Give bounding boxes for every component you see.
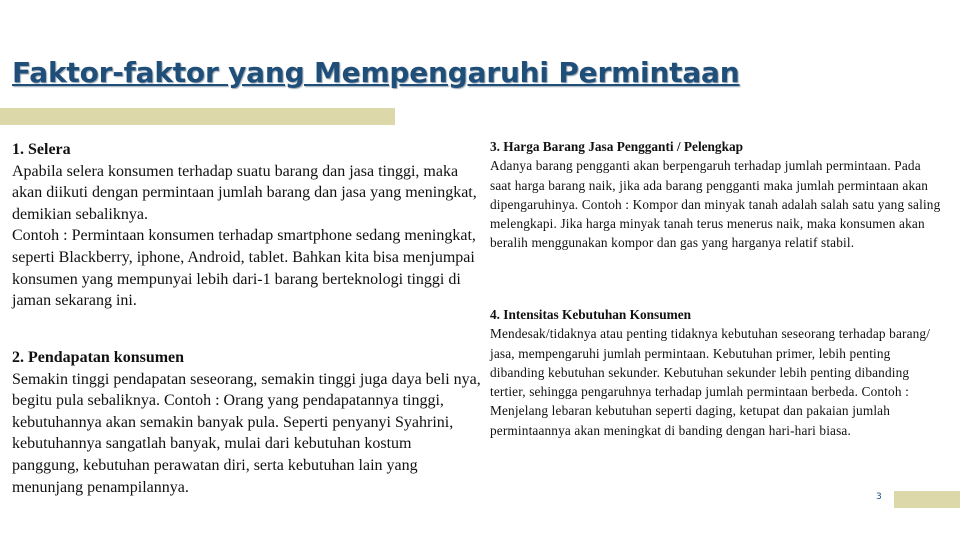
- factor-pengganti: [490, 137, 945, 253]
- title-accent-bar: [0, 108, 395, 125]
- factor-intensitas-heading: 4. Intensitas Kebutuhan Konsumen: [490, 307, 691, 322]
- factor-selera-body: Apabila selera konsumen terhadap suatu barang dan jasa tinggi, maka akan diikuti dengan permintaan jumlah barang dan jasa yang meningkat, demikian sebaliknya. Contoh : Permintaan konsumen terhadap smartphone sedang meningkat, seperti Blackberry, iphone, Android, tablet. Bahkan kita bisa menjumpai konsumen yang mempunyai lebih dari-1 barang berteknologi tinggi di jaman sekarang ini.: [12, 162, 477, 310]
- factor-intensitas-body: Mendesak/tidaknya atau penting tidaknya kebutuhan seseorang terhadap barang/ jasa, mempengaruhi jumlah permintaan. Kebutuhan primer, lebih penting dibanding kebutuhan sekunder. Kebutuhan sekunder lebih penting dibanding tertier, sehingga pengaruhnya terhadap jumlah permintaan berbeda. Contoh : Menjelang lebaran kebutuhan seperti daging, ketupat dan pakaian jumlah permintaannya akan meningkat di banding dengan hari-hari biasa.: [490, 326, 931, 438]
- factor-selera: [12, 139, 482, 312]
- factor-pendapatan-heading: 2. Pendapatan konsumen: [12, 349, 185, 366]
- factor-pengganti-heading: 3. Harga Barang Jasa Pengganti / Pelengkap: [490, 139, 744, 154]
- factor-selera-heading: 1. Selera: [12, 141, 71, 158]
- page-number: 3: [876, 492, 882, 502]
- factor-pendapatan-body: Semakin tinggi pendapatan seseorang, semakin tinggi juga daya beli nya, begitu pula sebaliknya. Contoh : Orang yang pendapatannya tinggi, kebutuhannya akan semakin banyak pula. Seperti penyanyi Syahrini, kebutuhannya sangatlah banyak, mulai dari kebutuhan kostum panggung, kebutuhan perawatan diri, serta kebutuhan lain yang menunjang penampilannya.: [12, 370, 481, 496]
- footer-accent-bar: [894, 491, 960, 508]
- page-title: Faktor-faktor yang Mempengaruhi Permintaan: [12, 56, 740, 89]
- factor-intensitas: [490, 305, 945, 440]
- factor-pendapatan: [12, 347, 482, 498]
- factor-pengganti-body: Adanya barang pengganti akan berpengaruh terhadap jumlah permintaan. Pada saat harga barang naik, jika ada barang pengganti maka jumlah permintaan akan dipengaruhinya. Contoh : Kompor dan minyak tanah adalah salah satu yang saling melengkapi. Jika harga minyak tanah terus menerus naik, maka konsumen akan beralih menggunakan kompor dan gas yang harganya relatif stabil.: [490, 158, 941, 251]
